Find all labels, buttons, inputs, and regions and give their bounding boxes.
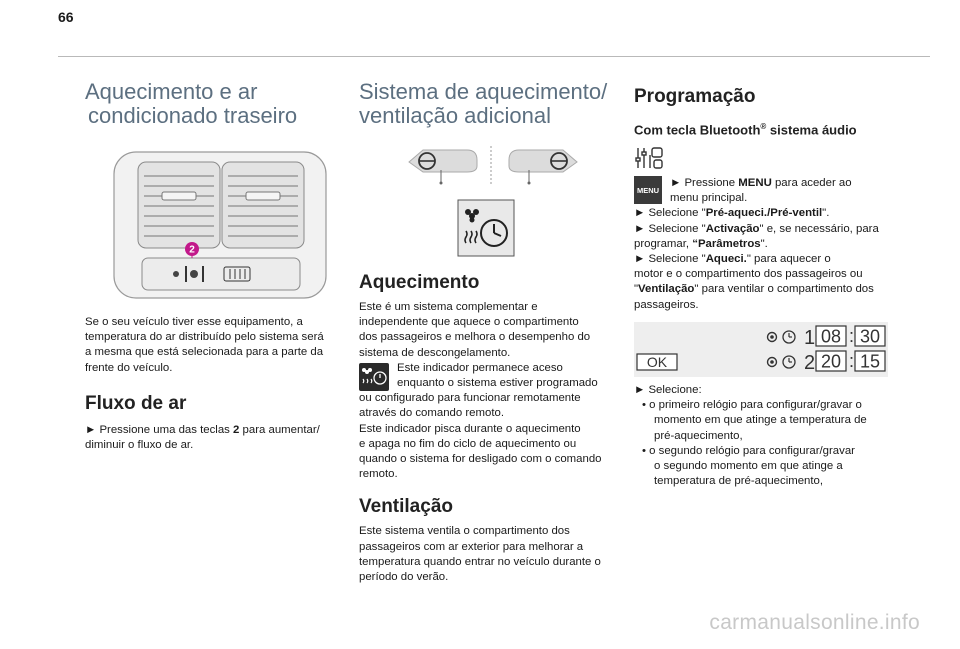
step-4-text: ► Selecione "Aqueci." para aquecer o motor e o compartimento dos passageiros ou "Ventilação" para ventilar o compartimento dos passageiros. xyxy=(634,253,874,311)
footer-watermark: carmanualsonline.info xyxy=(709,611,920,634)
programming-steps xyxy=(634,176,892,313)
sub-bullet-1: • o primeiro relógio para configurar/gravar o momento em que atinge a temperatura de pré-aquecimento, xyxy=(642,399,867,442)
title-line-2: ventilação adicional xyxy=(359,103,552,128)
ok-button[interactable]: OK xyxy=(646,354,668,370)
timer-1-colon: : xyxy=(849,326,855,346)
section-title-rear-ac xyxy=(85,80,340,128)
heading-aquecimento: Aquecimento xyxy=(359,272,480,293)
timer-2-minutes: 15 xyxy=(859,351,881,372)
heading-fluxo-de-ar: Fluxo de ar xyxy=(85,392,187,414)
title-line-1: Aquecimento e ar xyxy=(85,79,258,104)
timer-2-colon: : xyxy=(849,351,855,371)
callout-2: 2 xyxy=(189,244,195,256)
steering-wheel-icons xyxy=(403,142,583,188)
timer-display xyxy=(634,322,888,377)
timer-1-hours: 08 xyxy=(820,326,842,347)
rear-ac-body xyxy=(85,315,340,453)
timer-2-label: 2 xyxy=(804,352,816,374)
step-2-text: ► Selecione "Pré-aqueci./Pré-ventil". xyxy=(634,207,830,220)
aquecimento-paragraph: Este é um sistema complementar e independente que aquece o compartimento dos passageiros e melhora o desempenho do sistema de descongelamento. xyxy=(359,301,591,359)
heading-programacao: Programação xyxy=(634,86,756,107)
column-rear-ac xyxy=(85,80,340,128)
sub-bullet-2: • o segundo relógio para configurar/gravar o segundo momento em que atinge a temperatura de pré-aquecimento, xyxy=(642,444,855,488)
page-number: 66 xyxy=(58,9,74,25)
timer-row-1 xyxy=(768,326,886,349)
ventilacao-paragraph: Este sistema ventila o compartimento dos passageiros com ar exterior para melhorar a temperatura quando entrar no veículo durante o período do verão. xyxy=(359,525,601,584)
subheading-bluetooth: Com tecla Bluetooth® sistema áudio xyxy=(634,122,857,138)
section-title-aux-heating xyxy=(359,80,614,128)
audio-settings-icon xyxy=(634,145,664,171)
heading-ventilacao: Ventilação xyxy=(359,496,453,518)
timer-1-label: 1 xyxy=(804,327,816,349)
column-programming xyxy=(634,86,892,137)
timer-2-hours: 20 xyxy=(820,351,842,372)
select-steps xyxy=(634,383,892,489)
indicator-text: Este indicador permanece aceso enquanto o sistema estiver programado xyxy=(397,361,598,390)
timer-1-minutes: 30 xyxy=(859,326,881,347)
heating-timer-icon xyxy=(457,199,515,257)
indicator-icon xyxy=(359,363,389,391)
timer-row-2 xyxy=(637,351,885,374)
step-5-text: ► Selecione: xyxy=(634,384,702,396)
rear-vent-illustration xyxy=(112,150,330,300)
title-line-1: Sistema de aquecimento/ xyxy=(359,79,608,104)
indicator-block xyxy=(359,361,614,391)
step-menu xyxy=(634,176,892,206)
column-aux-heating xyxy=(359,80,614,128)
menu-key-icon: MENU xyxy=(634,176,662,204)
step-3-text: ► Selecione "Activação" e, se necessário, para programar, “Parâmetros". xyxy=(634,222,879,250)
aux-heating-body xyxy=(359,272,614,585)
indicator-continuation: ou configurado para funcionar remotamente através do comando remoto. Este indicador pisca durante o aquecimento e apaga no fim do ciclo de aquecimento ou quando o sistema for desligado com o comando remoto. xyxy=(359,392,602,481)
rear-ac-paragraph: Se o seu veículo tiver esse equipamento, a temperatura do ar distribuído pelo sistema será a mesma que está selecionada para a parte da frente do veículo. xyxy=(85,316,324,374)
step-1-text: ► Pressione MENU para aceder ao menu principal. xyxy=(670,177,852,205)
top-rule xyxy=(58,56,930,57)
airflow-instruction: ► Pressione uma das teclas 2 para aumentar/ diminuir o fluxo de ar. xyxy=(85,423,320,452)
title-line-2: condicionado traseiro xyxy=(88,103,298,128)
